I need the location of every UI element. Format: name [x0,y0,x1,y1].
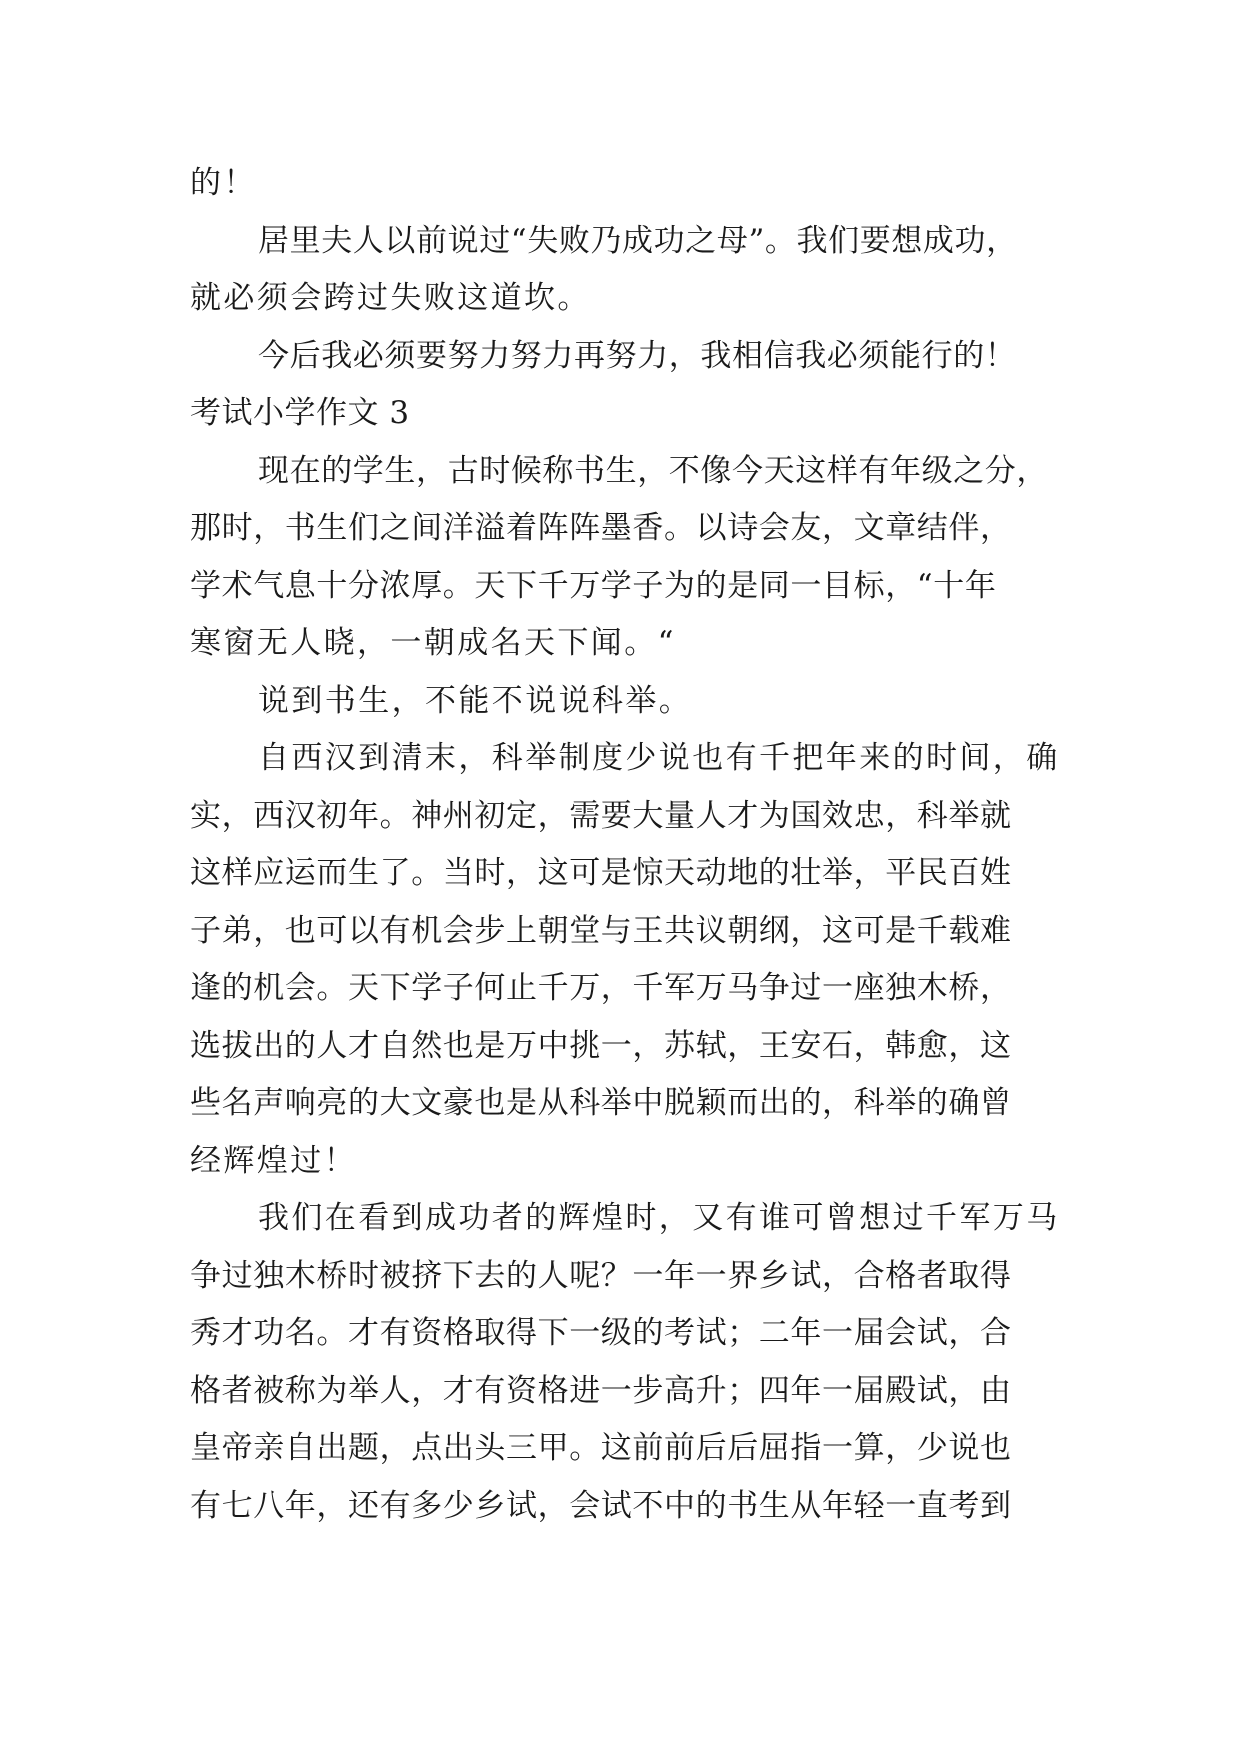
text-line: 选拔出的人才自然也是万中挑一，苏轼，王安石，韩愈，这 [190,1027,1012,1064]
text-line: 些名声响亮的大文豪也是从科举中脱颖而出的，科举的确曾 [190,1085,1012,1121]
text-line: 寒窗无人晓，一朝成名天下闻。“ [190,625,676,661]
text-line: 争过独木桥时被挤下去的人呢？一年一界乡试，合格者取得 [190,1257,1012,1294]
text-line: 的！ [190,165,257,201]
text-line: 那时，书生们之间洋溢着阵阵墨香。以诗会友，文章结伴， [190,510,1012,546]
text-line: 格者被称为举人，才有资格进一步高升；四年一届殿试，由 [190,1372,1012,1409]
text-line: 现在的学生，古时候称书生，不像今天这样有年级之分， [258,452,1048,489]
text-line: 就必须会跨过失败这道坎。 [190,280,591,316]
section-heading: 考试小学作文 3 [190,395,410,431]
text-line: 这样应运而生了。当时，这可是惊天动地的壮举，平民百姓 [190,855,1012,891]
text-line: 皇帝亲自出题，点出头三甲。这前前后后屈指一算，少说也 [190,1430,1012,1466]
text-line: 学术气息十分浓厚。天下千万学子为的是同一目标，“十年 [190,567,997,604]
text-line: 今后我必须要努力努力再努力，我相信我必须能行的！ [258,337,1017,374]
text-line: 子弟，也可以有机会步上朝堂与王共议朝纲，这可是千载难 [190,912,1012,949]
text-line: 我们在看到成功者的辉煌时，又有谁可曾想过千军万马 [258,1200,1060,1236]
text-line: 有七八年，还有多少乡试，会试不中的书生从年轻一直考到 [190,1487,1012,1524]
text-line: 秀才功名。才有资格取得下一级的考试；二年一届会试，合 [190,1315,1012,1351]
text-line: 说到书生，不能不说说科举。 [258,682,693,719]
text-line: 实，西汉初年。神州初定，需要大量人才为国效忠，科举就 [190,797,1012,834]
text-line: 居里夫人以前说过“失败乃成功之母”。我们要想成功， [258,222,1018,259]
text-line: 经辉煌过！ [190,1142,357,1179]
document-page [190,155,1060,1535]
text-line: 逢的机会。天下学子何止千万，千军万马争过一座独木桥， [190,970,1012,1006]
text-line: 自西汉到清末，科举制度少说也有千把年来的时间，确 [258,740,1060,776]
